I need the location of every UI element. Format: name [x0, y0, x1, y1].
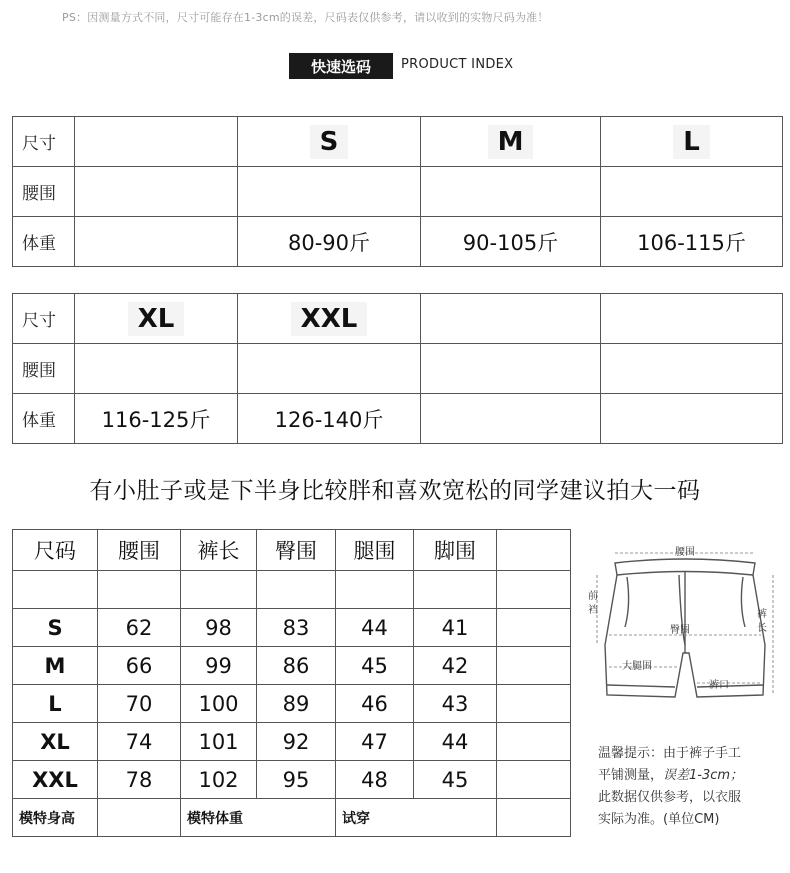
value-cell: 74: [98, 723, 181, 761]
weight-cell: 90-105斤: [421, 217, 601, 267]
column-header: 臀围: [257, 530, 336, 571]
value-cell: 102: [181, 761, 257, 799]
warm-tip-line: [598, 765, 788, 787]
section-title-en: PRODUCT INDEX: [401, 57, 514, 72]
empty-cell: [75, 117, 238, 167]
value-cell: 44: [414, 723, 497, 761]
weight-cell: 106-115斤: [601, 217, 783, 267]
empty-cell: [497, 530, 571, 571]
empty-cell: [238, 344, 421, 394]
warm-tip: [598, 743, 788, 831]
empty-cell: [497, 723, 571, 761]
value-cell: 42: [414, 647, 497, 685]
diagram-label-thigh: 大腿围: [622, 661, 652, 672]
diagram-label-hem: 裤口: [709, 680, 729, 691]
table-row: [13, 344, 783, 394]
row-label-size: 尺寸: [13, 117, 75, 167]
table-row: [13, 685, 571, 723]
value-cell: 45: [414, 761, 497, 799]
column-header: 裤长: [181, 530, 257, 571]
size-value: XXL: [291, 302, 368, 336]
empty-cell: [497, 685, 571, 723]
size-value: L: [673, 125, 710, 159]
size-cell: M: [13, 647, 98, 685]
table-row: [13, 117, 783, 167]
size-cell: [421, 117, 601, 167]
empty-cell: [75, 217, 238, 267]
empty-cell: [497, 571, 571, 609]
value-cell: 86: [257, 647, 336, 685]
value-cell: 45: [336, 647, 414, 685]
empty-cell: [421, 294, 601, 344]
size-value: XL: [128, 302, 185, 336]
size-cell: [601, 117, 783, 167]
value-cell: 78: [98, 761, 181, 799]
table-header-row: [13, 530, 571, 571]
value-cell: 70: [98, 685, 181, 723]
table-row: [13, 609, 571, 647]
empty-cell: [98, 571, 181, 609]
empty-cell: [414, 571, 497, 609]
value-cell: 89: [257, 685, 336, 723]
section-title-cn: 快速选码: [289, 53, 393, 79]
weight-cell: 116-125斤: [75, 394, 238, 444]
row-label-size: 尺寸: [13, 294, 75, 344]
value-cell: 101: [181, 723, 257, 761]
warm-tip-error: 误差1-3cm；: [663, 768, 744, 783]
row-label-waist: 腰围: [13, 167, 75, 217]
empty-cell: [336, 571, 414, 609]
empty-cell: [421, 344, 601, 394]
model-weight-label: 模特体重: [181, 799, 336, 837]
value-cell: 41: [414, 609, 497, 647]
size-cell: [238, 117, 421, 167]
warm-tip-line: 实际为准。(单位CM): [598, 812, 720, 827]
column-header: 腿围: [336, 530, 414, 571]
table-row: [13, 167, 783, 217]
value-cell: 66: [98, 647, 181, 685]
try-on-label: 试穿: [336, 799, 497, 837]
weight-cell: 80-90斤: [238, 217, 421, 267]
warm-tip-line: 温馨提示：由于裤子手工: [598, 746, 742, 761]
value-cell: 98: [181, 609, 257, 647]
table-row: [13, 571, 571, 609]
value-cell: 95: [257, 761, 336, 799]
empty-cell: [257, 571, 336, 609]
empty-cell: [601, 294, 783, 344]
model-height-label: 模特身高: [13, 799, 98, 837]
empty-cell: [238, 167, 421, 217]
empty-cell: [75, 344, 238, 394]
table-row: [13, 723, 571, 761]
size-cell: [238, 294, 421, 344]
quick-size-table-2: [12, 293, 783, 444]
diagram-label-hip: 臀围: [670, 625, 690, 636]
size-value: S: [310, 125, 349, 159]
column-header: 尺码: [13, 530, 98, 571]
empty-cell: [13, 571, 98, 609]
table-row: [13, 294, 783, 344]
value-cell: 46: [336, 685, 414, 723]
warm-tip-line: 此数据仅供参考，以衣服: [598, 790, 742, 805]
value-cell: 99: [181, 647, 257, 685]
diagram-label-rise-1: 前: [588, 591, 598, 602]
column-header: 腰围: [98, 530, 181, 571]
size-cell: L: [13, 685, 98, 723]
warm-tip-text: 平铺测量，: [598, 768, 664, 783]
value-cell: 62: [98, 609, 181, 647]
size-cell: XXL: [13, 761, 98, 799]
quick-size-table-1: [12, 116, 783, 267]
column-header: 脚围: [414, 530, 497, 571]
value-cell: 48: [336, 761, 414, 799]
value-cell: 43: [414, 685, 497, 723]
size-cell: XL: [13, 723, 98, 761]
value-cell: 47: [336, 723, 414, 761]
empty-cell: [497, 761, 571, 799]
empty-cell: [421, 394, 601, 444]
measurement-note: PS：因测量方式不同，尺寸可能存在1-3cm的误差，尺码表仅供参考，请以收到的实物尺码为准！: [62, 11, 549, 24]
empty-cell: [497, 799, 571, 837]
empty-cell: [497, 647, 571, 685]
table-row: [13, 647, 571, 685]
weight-cell: 126-140斤: [238, 394, 421, 444]
size-advice: 有小肚子或是下半身比较胖和喜欢宽松的同学建议拍大一码: [89, 478, 701, 504]
empty-cell: [98, 799, 181, 837]
table-row: [13, 394, 783, 444]
diagram-label-length-2: 长: [757, 623, 767, 634]
row-label-weight: 体重: [13, 217, 75, 267]
diagram-label-waist: 腰围: [675, 547, 695, 558]
value-cell: 44: [336, 609, 414, 647]
value-cell: 100: [181, 685, 257, 723]
diagram-label-rise-2: 裆: [588, 605, 598, 616]
empty-cell: [497, 609, 571, 647]
table-row: [13, 217, 783, 267]
table-row: [13, 761, 571, 799]
empty-cell: [75, 167, 238, 217]
value-cell: 92: [257, 723, 336, 761]
diagram-label-length-1: 裤: [757, 609, 767, 620]
empty-cell: [181, 571, 257, 609]
size-cell: S: [13, 609, 98, 647]
empty-cell: [421, 167, 601, 217]
size-chart-table: [12, 529, 571, 837]
value-cell: 83: [257, 609, 336, 647]
size-cell: [75, 294, 238, 344]
row-label-waist: 腰围: [13, 344, 75, 394]
shorts-measurement-diagram: [585, 535, 785, 735]
empty-cell: [601, 394, 783, 444]
table-footer-row: [13, 799, 571, 837]
row-label-weight: 体重: [13, 394, 75, 444]
empty-cell: [601, 167, 783, 217]
size-value: M: [488, 125, 534, 159]
empty-cell: [601, 344, 783, 394]
